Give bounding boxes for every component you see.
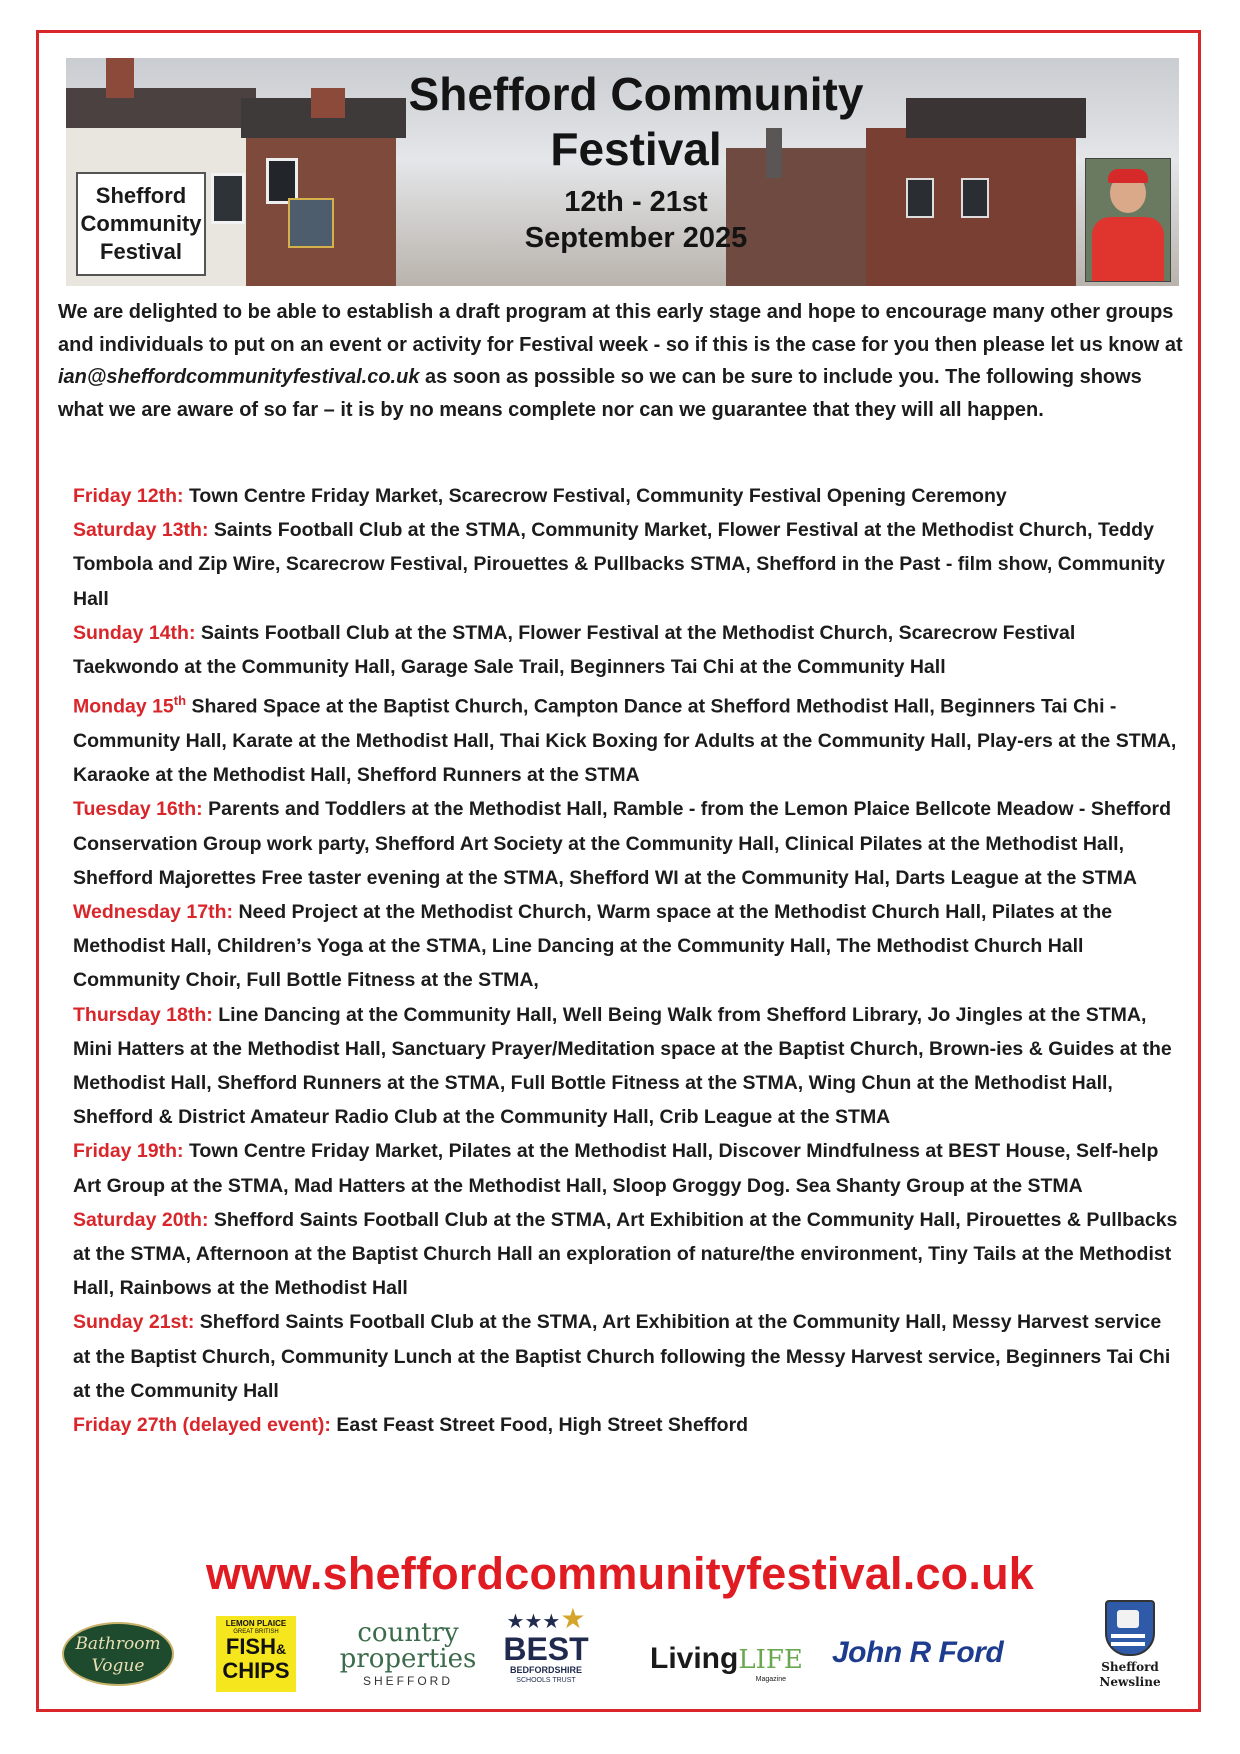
sponsor-john-r-ford	[832, 1636, 1062, 1670]
schedule-day: Thursday 18th:	[73, 1003, 213, 1026]
roof-left	[66, 88, 256, 128]
window-3	[906, 178, 934, 218]
schedule-events: Shared Space at the Baptist Church, Campton Dance at Shefford Methodist Hall, Beginners Tai Chi - Community Hall, Karate at the Methodist Hall, Thai Kick Boxing for Adults at the Community Hall, Play-ers at the STMA, Karaoke at the Methodist Hall, Shefford Runners at the STMA	[73, 695, 1177, 787]
chimney-left	[106, 58, 134, 98]
schedule-entry	[73, 1134, 1183, 1202]
page-title-line-2: Festival	[550, 123, 722, 175]
country-properties-line-1: country	[357, 1618, 459, 1648]
schedule-day: Saturday 20th:	[73, 1208, 209, 1231]
bathroom-vogue-line-2: Vogue	[91, 1656, 145, 1676]
schedule-day-suffix: th	[173, 693, 187, 709]
john-r-ford-text: John R Ford	[832, 1636, 1004, 1669]
schedule-day: Monday 15	[73, 695, 174, 718]
living-life-magazine: Magazine	[755, 1676, 786, 1683]
contact-email-link[interactable]: ian@sheffordcommunityfestival.co.uk	[58, 366, 420, 388]
logo-line-2: Community	[80, 211, 202, 236]
lemon-plaice-tagline: GREAT BRITISH	[233, 1629, 279, 1635]
schedule-day: Saturday 13th:	[73, 519, 209, 542]
schedule-day: Friday 19th:	[73, 1140, 184, 1163]
schedule-events: Town Centre Friday Market, Scarecrow Festival, Community Festival Opening Ceremony	[183, 485, 1007, 507]
schedule-day: Wednesday 17th:	[73, 900, 234, 923]
schedule-entry	[73, 684, 1183, 792]
star-icon: ★★★★	[506, 1603, 586, 1634]
intro-text-end: as soon as possible so we can be sure to include you. The following shows what we are aware of so far – it is by no means complete nor can we guarantee that they will all happen.	[58, 366, 1142, 421]
best-name: BEST	[503, 1631, 589, 1667]
newsline-line-1: Shefford	[1101, 1660, 1159, 1674]
schedule-entry	[73, 895, 1183, 998]
sponsor-logos	[0, 1600, 1240, 1700]
schedule-events: Town Centre Friday Market, Pilates at the Methodist Hall, Discover Mindfulness at BEST House, Self-help Art Group at the STMA, Mad Hatters at the Methodist Hall, Sloop Groggy Dog. Sea Shanty Group at the STMA	[73, 1140, 1159, 1197]
country-properties-line-2: properties	[339, 1644, 477, 1674]
page-title-line-1: Shefford Community	[408, 68, 864, 120]
lemon-plaice-name: LEMON PLAICE	[225, 1619, 287, 1628]
schedule-events: East Feast Street Food, High Street Shefford	[330, 1413, 749, 1436]
pub-sign	[288, 198, 334, 248]
logo-line-3: Festival	[100, 239, 182, 264]
event-schedule	[73, 479, 1183, 1442]
schedule-day: Sunday 14th:	[73, 621, 196, 644]
schedule-day: Tuesday 16th:	[73, 798, 203, 821]
schedule-events: Saints Football Club at the STMA, Flower Festival at the Methodist Church, Scarecrow Festival Taekwondo at the Community Hall, Garage Sale Trail, Beginners Tai Chi at the Community Hall	[73, 621, 1076, 679]
festival-logo	[76, 172, 206, 276]
window-1	[211, 173, 245, 224]
schedule-entry	[73, 1203, 1183, 1306]
schedule-entry	[73, 792, 1183, 895]
best-line-1: BEDFORDSHIRE	[509, 1665, 582, 1675]
living-life-living: Living	[650, 1642, 739, 1675]
schedule-entry	[73, 1408, 1183, 1442]
lemon-plaice-chips: CHIPS	[222, 1658, 290, 1683]
best-line-2: SCHOOLS TRUST	[516, 1677, 576, 1684]
schedule-entry	[73, 998, 1183, 1135]
photo-shirt	[1092, 217, 1164, 282]
sponsor-country-properties	[338, 1620, 478, 1690]
festival-dates-line-2: September 2025	[524, 222, 748, 254]
schedule-events: Shefford Saints Football Club at the STMA, Art Exhibition at the Community Hall, Pirouettes & Pullbacks at the STMA, Afternoon at the Baptist Church Hall an exploration of nature/the environment, Tiny Tails at the Methodist Hall, Rainbows at the Methodist Hall	[73, 1208, 1178, 1300]
lemon-plaice-fish: FISH&	[225, 1634, 287, 1659]
schedule-entry	[73, 513, 1183, 616]
banner-title-block	[406, 58, 866, 256]
chimney-pub	[311, 88, 345, 118]
sponsor-living-life	[650, 1642, 803, 1684]
schedule-entry	[73, 616, 1183, 684]
sponsor-shefford-newsline	[1090, 1600, 1170, 1690]
header-banner	[66, 58, 1179, 286]
sponsor-best	[496, 1603, 596, 1685]
organiser-photo	[1085, 158, 1171, 282]
living-life-life: LIFE	[738, 1645, 803, 1675]
intro-text-start: We are delighted to be able to establish a draft program at this early stage and hope to encourage many other groups and individuals to put on an event or activity for Festival week - so if this is the case for you then please let us know at	[58, 301, 1183, 356]
logo-line-1: Shefford	[95, 183, 187, 208]
intro-paragraph	[58, 296, 1188, 426]
website-link[interactable]: www.sheffordcommunityfestival.co.uk	[206, 1548, 1034, 1599]
schedule-entry	[73, 479, 1183, 513]
bathroom-vogue-line-1: Bathroom	[75, 1634, 161, 1654]
newsline-line-2: Newsline	[1099, 1675, 1161, 1689]
schedule-events: Parents and Toddlers at the Methodist Hall, Ramble - from the Lemon Plaice Bellcote Meadow - Shefford Conservation Group work party, Shefford Art Society at the Community Hall, Clinical Pilates at the Methodist Hall, Shefford Majorettes Free taster evening at the STMA, Shefford WI at the Community Hal, Darts League at the STMA	[73, 798, 1171, 889]
roof-right	[906, 98, 1086, 138]
schedule-entry	[73, 1305, 1183, 1408]
shield-icon	[1105, 1600, 1155, 1656]
window-4	[961, 178, 989, 218]
schedule-day: Sunday 21st:	[73, 1311, 195, 1334]
schedule-events: Line Dancing at the Community Hall, Well Being Walk from Shefford Library, Jo Jingles at the STMA, Mini Hatters at the Methodist Hall, Sanctuary Prayer/Meditation space at the Baptist Church, Brown-ies & Guides at the Methodist Hall, Shefford Runners at the STMA, Full Bottle Fitness at the STMA, Wing Chun at the Methodist Hall, Shefford & District Amateur Radio Club at the Community Hall, Crib League at the STMA	[73, 1003, 1172, 1129]
schedule-events: Need Project at the Methodist Church, Warm space at the Methodist Church Hall, Pilates at the Methodist Hall, Children’s Yoga at the STMA, Line Dancing at the Community Hall, The Methodist Church Hall Community Choir, Full Bottle Fitness at the STMA,	[73, 900, 1113, 992]
schedule-events: Shefford Saints Football Club at the STMA, Art Exhibition at the Community Hall, Messy Harvest service at the Baptist Church, Community Lunch at the Baptist Church following the Messy Harvest service, Beginners Tai Chi at the Community Hall	[73, 1311, 1171, 1402]
festival-dates-line-1: 12th - 21st	[564, 186, 708, 218]
sponsor-lemon-plaice	[216, 1616, 296, 1692]
schedule-day: Friday 12th:	[73, 485, 184, 507]
schedule-events: Saints Football Club at the STMA, Community Market, Flower Festival at the Methodist Church, Teddy Tombola and Zip Wire, Scarecrow Festival, Pirouettes & Pullbacks STMA, Shefford in the Past - film show, Community Hall	[73, 519, 1166, 610]
photo-cap	[1108, 169, 1148, 183]
country-properties-line-3: SHEFFORD	[363, 1674, 453, 1688]
sponsor-bathroom-vogue	[62, 1622, 174, 1686]
schedule-day: Friday 27th (delayed event):	[73, 1413, 331, 1436]
